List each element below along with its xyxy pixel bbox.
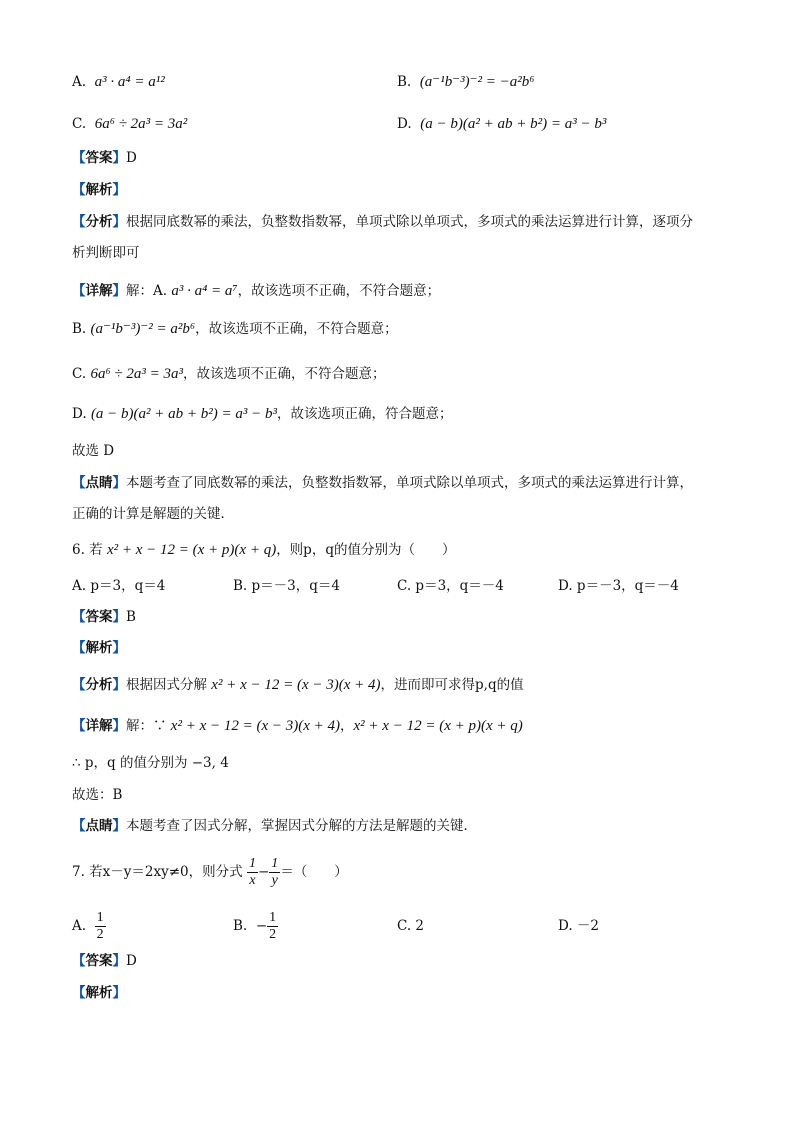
q5-detail-b: B. (a⁻¹b⁻³)⁻² = a²b⁶，故该选项不正确，不符合题意； <box>72 321 398 337</box>
q7-option-a: A. $\frac{1}{2}$ <box>72 910 104 942</box>
q6-option-d: D. p＝－3，q＝－4 <box>558 578 679 594</box>
q5-option-c: C. 6a⁶ ÷ 2a³ = 3a² <box>72 116 188 132</box>
q7-option-d: D. －2 <box>558 918 600 934</box>
q7-option-b: B. − $\frac{1}{2}$ <box>233 910 277 942</box>
q5-detail-a: 【详解】解：A. a³ · a⁴ = a⁷，故该选项不正确，不符合题意； <box>72 283 441 299</box>
q5-detail-d: D. (a − b)(a² + ab + b²) = a³ − b³，故该选项正确，符合题意； <box>72 406 453 422</box>
q5-jiexi-heading: 【解析】 <box>72 182 126 198</box>
q6-stem: 6. 若 x² + x − 12 = (x + p)(x + q)，则p，q的值分别为（ ） <box>72 542 456 558</box>
q5-detail-c: C. 6a⁶ ÷ 2a³ = 3a³，故该选项不正确，不符合题意； <box>72 366 386 382</box>
q7-fraction-1-over-x: $\frac{1}{x}$ <box>248 856 256 888</box>
q5-option-d: D. (a − b)(a² + ab + b²) = a³ − b³ <box>397 116 607 132</box>
q5-option-a: A. a³ · a⁴ = a¹² <box>72 74 165 90</box>
q5-answer: 【答案】D <box>72 150 137 166</box>
q6-jiexi-heading: 【解析】 <box>72 640 126 656</box>
q7-option-c: C. 2 <box>397 918 425 934</box>
q6-answer: 【答案】B <box>72 609 136 625</box>
q6-option-c: C. p＝3，q＝－4 <box>397 578 504 594</box>
q6-detail: 【详解】解：∵ x² + x − 12 = (x − 3)(x + 4)，x² + x − 12 = (x + p)(x + q) <box>72 718 523 734</box>
q5-comment-line1: 【点睛】本题考查了同底数幂的乘法，负整数指数幂，单项式除以单项式，多项式的乘法运算进行计算， <box>72 475 693 491</box>
q7-jiexi-heading: 【解析】 <box>72 985 126 1001</box>
q6-option-b: B. p＝－3，q＝4 <box>233 578 340 594</box>
q7-option-b-fraction: $\frac{1}{2}$ <box>269 910 277 942</box>
q5-analysis-line1: 【分析】根据同底数幂的乘法，负整数指数幂，单项式除以单项式，多项式的乘法运算进行计算，逐项分 <box>72 214 693 230</box>
q7-option-a-fraction: $\frac{1}{2}$ <box>96 910 104 942</box>
q7-fraction-1-over-y: $\frac{1}{y}$ <box>271 856 279 888</box>
q5-analysis-line2: 析判断即可 <box>72 245 140 261</box>
q6-choose: 故选：B <box>72 787 123 803</box>
q6-comment: 【点睛】本题考查了因式分解，掌握因式分解的方法是解题的关键． <box>72 818 477 834</box>
q7-answer: 【答案】D <box>72 953 137 969</box>
q5-option-b: B. (a⁻¹b⁻³)⁻² = −a²b⁶ <box>397 74 535 90</box>
q6-therefore: ∴ p，q 的值分别为 −3, 4 <box>72 755 229 771</box>
q6-option-a: A. p＝3，q＝4 <box>72 578 166 594</box>
q5-comment-line2: 正确的计算是解题的关键． <box>72 506 234 522</box>
q5-choose: 故选 D <box>72 443 115 459</box>
q7-stem: 7. 若x－y＝2xy≠0，则分式 $\frac{1}{x}$ − $\frac{1}{y}$ ＝（ ） <box>72 856 348 888</box>
q6-analysis: 【分析】根据因式分解 x² + x − 12 = (x − 3)(x + 4)，进而即可求得p,q的值 <box>72 677 524 693</box>
